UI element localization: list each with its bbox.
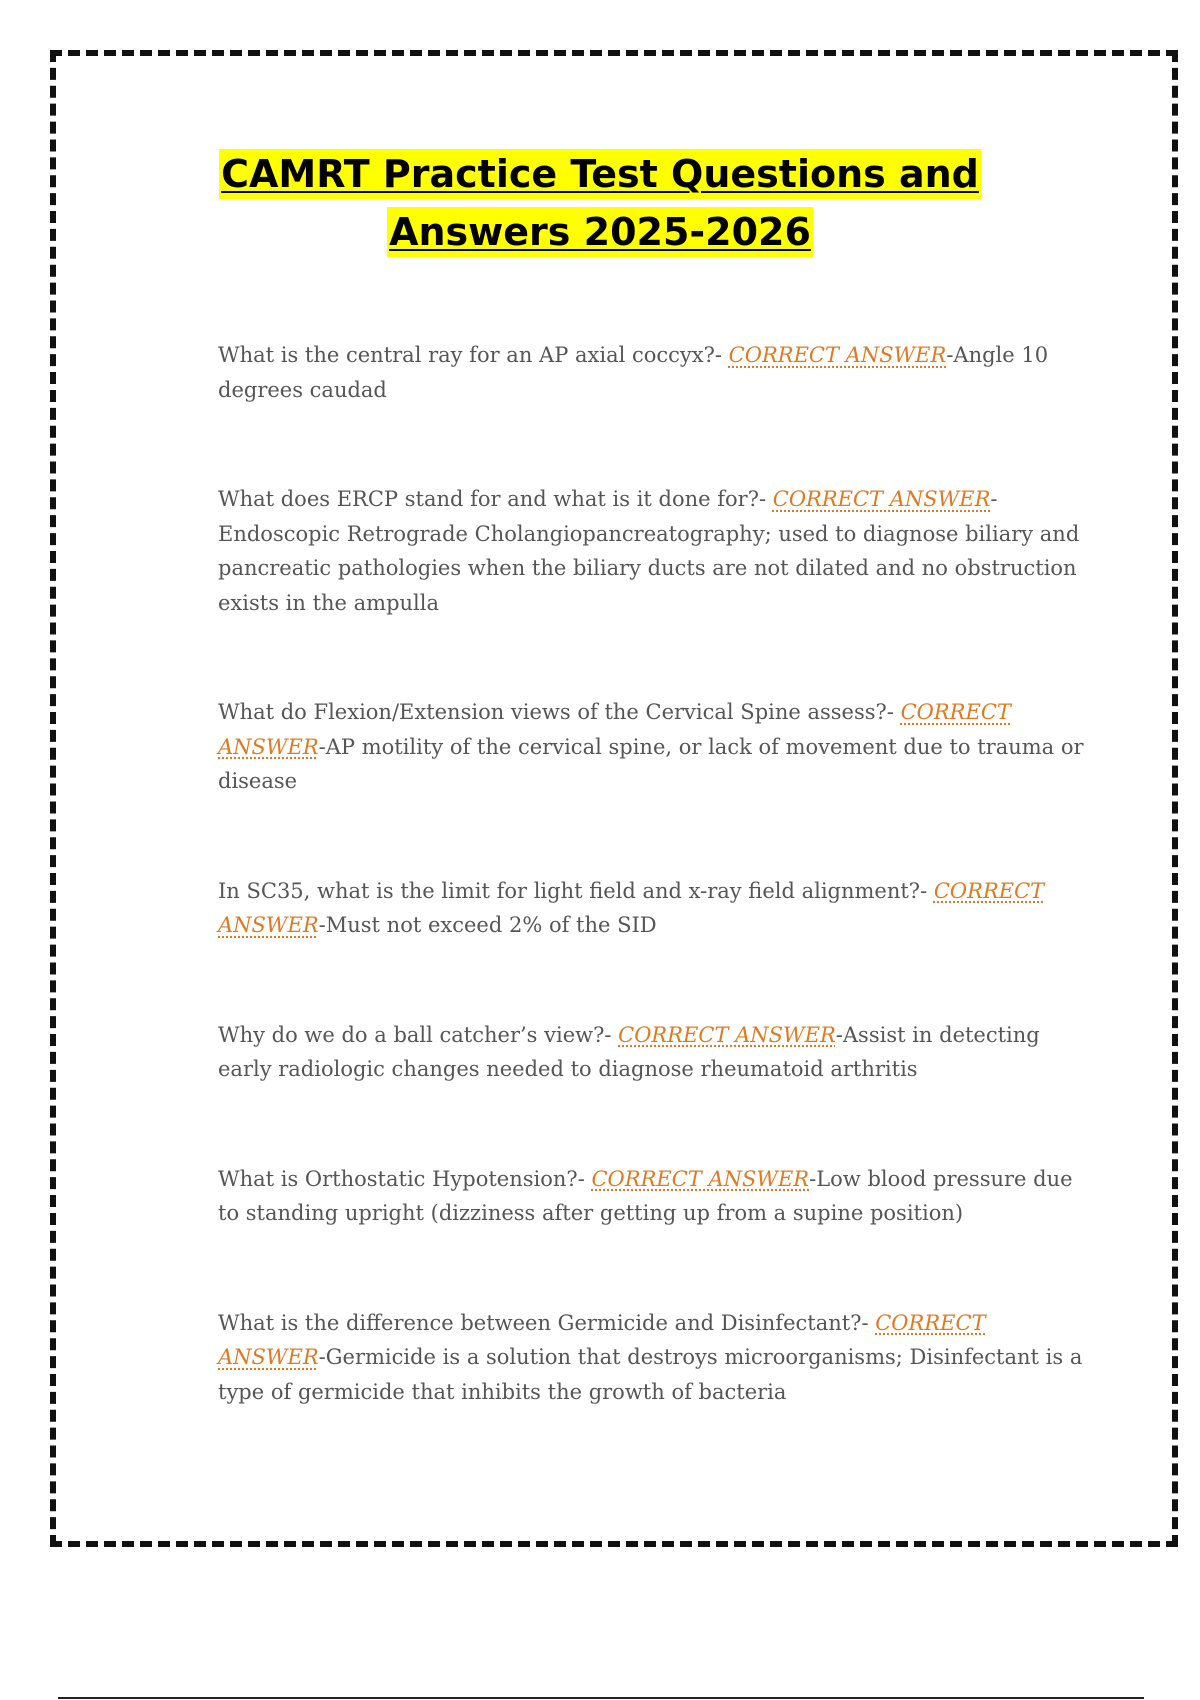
separator: - (604, 1022, 619, 1047)
qa-item (218, 338, 1088, 407)
qa-item (218, 1306, 1088, 1410)
correct-answer-label: CORRECT ANSWER (218, 878, 1045, 937)
title-line-1: CAMRT Practice Test Questions and (219, 149, 981, 199)
separator: - (920, 878, 934, 903)
question-text: In SC35, what is the limit for light field and x-ray field alignment? (218, 878, 921, 903)
answer-text: -Assist in detecting early radiologic changes needed to diagnose rheumatoid arthritis (218, 1022, 1040, 1081)
question-text: What is the central ray for an AP axial coccyx? (218, 343, 715, 367)
title-line-2: Answers 2025-2026 (387, 207, 813, 257)
separator: - (758, 487, 773, 511)
answer-text: -Must not exceed 2% of the SID (318, 913, 657, 937)
correct-answer-label: CORRECT ANSWER (591, 1166, 810, 1191)
answer-text: -Low blood pressure due to standing upright (dizziness after getting up from a supine position) (218, 1166, 1073, 1225)
separator: - (714, 343, 729, 367)
correct-answer-label: CORRECT ANSWER (218, 700, 1011, 759)
footer-divider (58, 1697, 1144, 1699)
correct-answer-label: CORRECT ANSWER (618, 1022, 836, 1047)
document-title (0, 145, 1200, 261)
question-text: Why do we do a ball catcher’s view? (218, 1022, 605, 1047)
qa-item (218, 695, 1088, 799)
correct-answer-label: CORRECT ANSWER (772, 487, 991, 511)
answer-text: -Endoscopic Retrograde Cholangiopancreatography; used to diagnose biliary and pancreatic pathologies when the biliary ducts are not dilated and no obstruction exists in the ampulla (218, 487, 1080, 615)
question-text: What does ERCP stand for and what is it done for? (218, 487, 759, 511)
separator: - (886, 700, 901, 724)
qa-item (218, 1162, 1088, 1231)
question-text: What is Orthostatic Hypotension? (218, 1166, 578, 1191)
separator: - (577, 1166, 592, 1191)
qa-item (218, 482, 1088, 620)
answer-text: -Germicide is a solution that destroys microorganisms; Disinfectant is a type of germicide that inhibits the growth of bacteria (218, 1345, 1083, 1404)
qa-list (218, 338, 1088, 1484)
answer-text: -Angle 10 degrees caudad (218, 343, 1049, 402)
qa-item (218, 874, 1088, 943)
correct-answer-label: CORRECT ANSWER (728, 343, 947, 367)
separator: - (861, 1310, 876, 1335)
correct-answer-label: CORRECT ANSWER (218, 1310, 986, 1369)
qa-item (218, 1018, 1088, 1087)
question-text: What do Flexion/Extension views of the Cervical Spine assess? (218, 700, 887, 724)
answer-text: -AP motility of the cervical spine, or lack of movement due to trauma or disease (218, 734, 1084, 793)
question-text: What is the difference between Germicide and Disinfectant? (218, 1310, 862, 1335)
